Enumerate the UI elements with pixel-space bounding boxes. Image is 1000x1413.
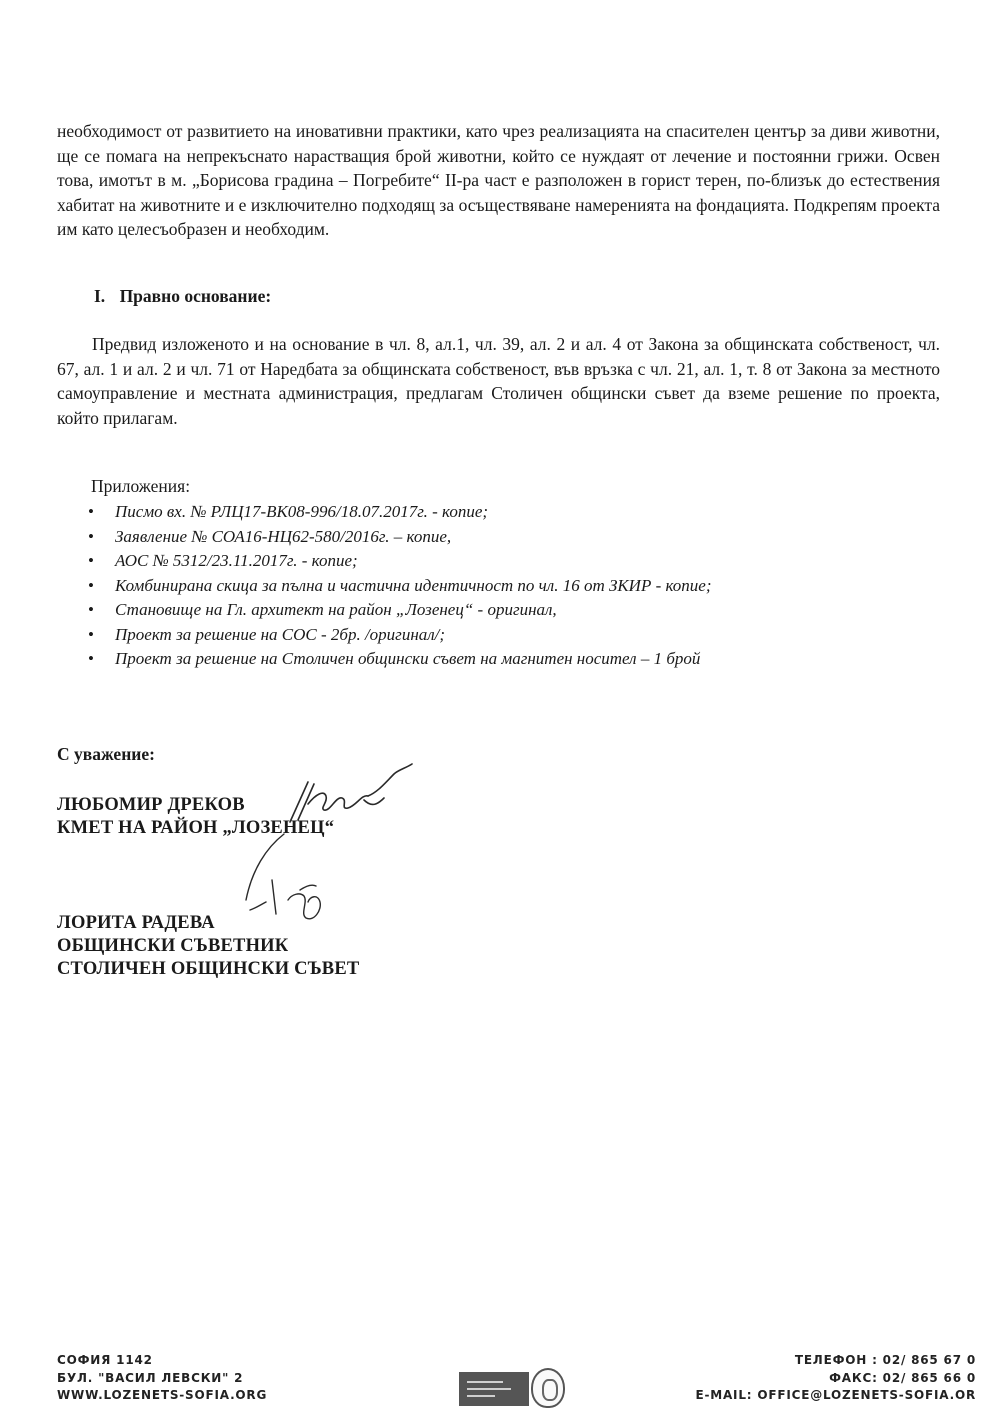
footer-address: БУЛ. "ВАСИЛ ЛЕВСКИ" 2 xyxy=(57,1370,244,1385)
attachment-item: • Становище на Гл. архитект на район „Лозенец“ - оригинал, xyxy=(88,598,712,623)
body-paragraph-legal-basis: Предвид изложеното и на основание в чл. 8, ал.1, чл. 39, ал. 2 и ал. 4 от Закона за общинската собственост, чл. 67, ал. 1 и ал. 2 и чл. 71 от Наредбата за общинската собственост, във връзка с чл. 21, ал. 1, т. 8 от Закона за местното самоуправление и местната администрация, предлагам Столичен общински съвет да вземе решение по проекта, който прилагам. xyxy=(57,334,940,428)
bullet-icon: • xyxy=(88,649,94,668)
signatory-2-position: ОБЩИНСКИ СЪВЕТНИК xyxy=(57,936,289,956)
footer-email: E-MAIL: OFFICE@LOZENETS-SOFIA.OR xyxy=(695,1388,976,1402)
closing-regards: С уважение: xyxy=(57,744,155,764)
bullet-icon: • xyxy=(88,600,94,619)
bullet-icon: • xyxy=(88,624,94,644)
attachment-item: • Заявление № СОА16-НЦ62-580/2016г. – копие, xyxy=(88,525,712,550)
section-heading-legal-basis xyxy=(94,286,271,307)
attachments-title: Приложения: xyxy=(91,476,191,496)
attachment-item: • Проект за решение на СОС - 2бр. /оригинал/; xyxy=(88,623,712,648)
footer-fax: ФАКС: 02/ 865 66 0 xyxy=(829,1370,976,1385)
signature-1-handwritten xyxy=(268,760,428,840)
certification-logo xyxy=(459,1368,567,1410)
bullet-icon: • xyxy=(88,575,94,595)
footer-contacts-block xyxy=(695,1352,976,1405)
signatory-2-name: ЛОРИТА РАДЕВА xyxy=(57,913,215,933)
signatory-1-name: ЛЮБОМИР ДРЕКОВ xyxy=(57,795,245,815)
attachment-item: • Проект за решение на Столичен общински съвет на магнитен носител – 1 брой xyxy=(88,647,712,672)
bullet-icon: • xyxy=(88,502,94,521)
section-title: Правно основание: xyxy=(119,286,272,306)
attachment-item: • Писмо вх. № РЛЦ17-ВК08-996/18.07.2017г. - копие; xyxy=(88,500,712,525)
signatory-1-position: КМЕТ НА РАЙОН „ЛОЗЕНЕЦ“ xyxy=(57,818,335,838)
body-paragraph-justification: необходимост от развитието на иновативни практики, като чрез реализацията на спасителен център за диви животни, ще се помага на непрекъснато нарастващия брой животни, който се нуждаят от лечение и постоянни грижи. Освен това, имотът в м. „Борисова градина – Погребите“ II-ра част е разположен в горист терен, по-близък до естествения хабитат на животните и е изключително подходящ за осъществяване намеренията на фондацията. Подкрепям проекта им като целесъобразен и необходим. xyxy=(57,121,940,240)
bullet-icon: • xyxy=(88,526,94,546)
signatory-2-organization: СТОЛИЧЕН ОБЩИНСКИ СЪВЕТ xyxy=(57,959,360,979)
footer-address-block xyxy=(57,1352,267,1405)
attachment-item: • Комбинирана скица за пълна и частична идентичност по чл. 16 от ЗКИР - копие; xyxy=(88,574,712,599)
section-number: I. xyxy=(94,286,106,306)
seal-icon xyxy=(531,1368,565,1408)
bullet-icon: • xyxy=(88,551,94,570)
attachment-item: • АОС № 5312/23.11.2017г. - копие; xyxy=(88,549,712,574)
footer-city: СОФИЯ 1142 xyxy=(57,1353,153,1367)
footer-phone: ТЕЛЕФОН : 02/ 865 67 0 xyxy=(794,1353,976,1367)
footer-website: WWW.LOZENETS-SOFIA.ORG xyxy=(57,1388,268,1402)
attachments-list xyxy=(88,500,712,672)
certification-badge-icon xyxy=(459,1372,529,1406)
signature-2-handwritten xyxy=(226,830,346,940)
